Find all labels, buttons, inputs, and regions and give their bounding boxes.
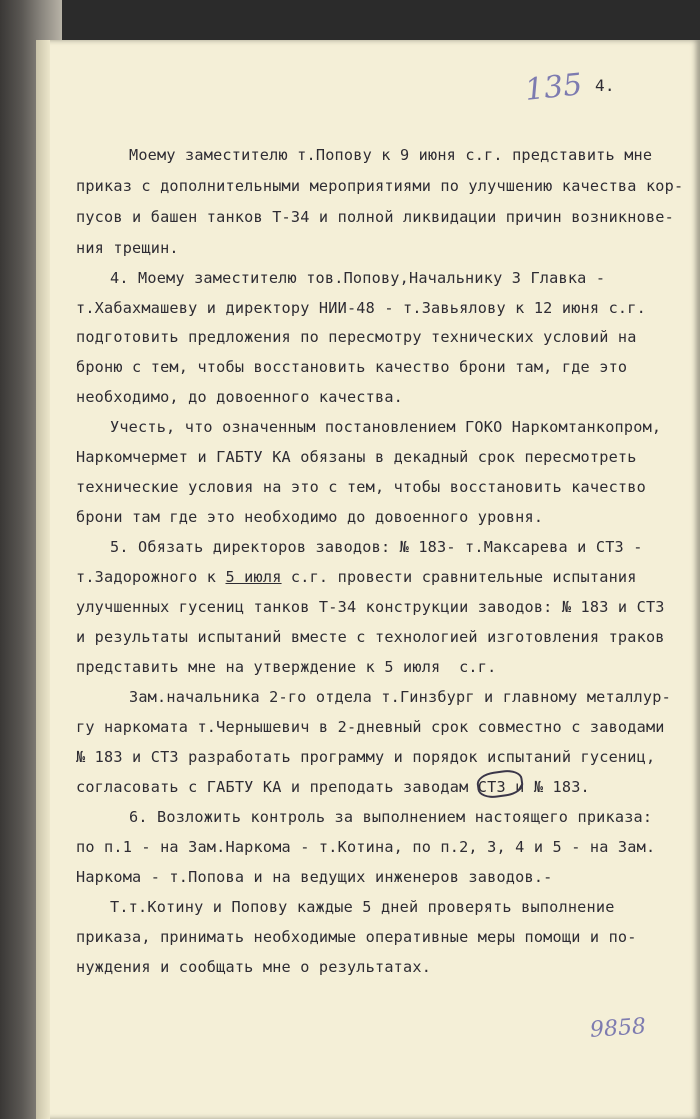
text-fragment: т.Задорожного к: [76, 568, 226, 586]
text-line: т.Хабахмашеву и директору НИИ-48 - т.Завьялову к 12 июня с.г.: [76, 299, 646, 317]
text-line: необходимо, до довоенного качества.: [76, 388, 404, 406]
text-line: и результаты испытаний вместе с технологией изготовления траков: [76, 628, 665, 646]
text-line: технические условия на это с тем, чтобы восстановить качество: [76, 478, 646, 496]
text-line: по п.1 - на Зам.Наркома - т.Котина, по п.2, 3, 4 и 5 - на Зам.: [76, 838, 656, 856]
text-line: Наркомчермет и ГАБТУ КА обязаны в декадный срок пересмотреть: [76, 448, 637, 466]
page-fold-shadow: [36, 40, 50, 1119]
text-line: брони там где это необходимо до довоенного уровня.: [76, 508, 544, 526]
text-line: представить мне на утверждение к 5 июля с.г.: [76, 658, 497, 676]
text-line: гу наркомата т.Чернышевич в 2-дневный срок совместно с заводами: [76, 718, 665, 736]
text-fragment: с.г. провести сравнительные испытания: [281, 568, 637, 586]
text-line: 4. Моему заместителю тов.Попову,Начальнику 3 Главка -: [110, 269, 606, 287]
text-line: приказ с дополнительными мероприятиями по улучшению качества кор-: [76, 177, 684, 195]
text-line: ния трещин.: [76, 239, 179, 257]
text-line: Учесть, что означенным постановлением ГОКО Наркомтанкопром,: [110, 418, 662, 436]
text-line: Зам.начальника 2-го отдела т.Гинзбург и главному металлур-: [129, 688, 671, 706]
text-line: пусов и башен танков Т-34 и полной ликвидации причин возникнове-: [76, 208, 674, 226]
text-line: 5. Обязать директоров заводов: № 183- т.Максарева и СТЗ -: [110, 538, 643, 556]
text-line: приказа, принимать необходимые оперативные меры помощи и по-: [76, 928, 637, 946]
page-number: 4.: [595, 76, 615, 95]
text-line: нуждения и сообщать мне о результатах.: [76, 958, 432, 976]
text-line: улучшенных гусениц танков Т-34 конструкции заводов: № 183 и СТЗ: [76, 598, 665, 616]
text-line: согласовать с ГАБТУ КА и преподать заводам СТЗ и № 183.: [76, 778, 590, 796]
text-line: Моему заместителю т.Попову к 9 июня с.г. представить мне: [129, 146, 653, 164]
text-line: № 183 и СТЗ разработать программу и порядок испытаний гусениц,: [76, 748, 656, 766]
handwritten-archive-number: 135: [523, 67, 584, 108]
underlined-date: 5 июля: [225, 568, 282, 586]
text-line: 6. Возложить контроль за выполнением настоящего приказа:: [129, 808, 653, 826]
text-line: Наркома - т.Попова и на ведущих инженеров заводов.-: [76, 868, 553, 886]
text-line: Т.т.Котину и Попову каждые 5 дней проверять выполнение: [110, 898, 615, 916]
handwritten-bottom-number: 9858: [589, 1014, 647, 1043]
text-line: [76, 567, 637, 587]
text-line: броню с тем, чтобы восстановить качество брони там, где это: [76, 358, 628, 376]
text-line: подготовить предложения по пересмотру технических условий на: [76, 328, 637, 346]
